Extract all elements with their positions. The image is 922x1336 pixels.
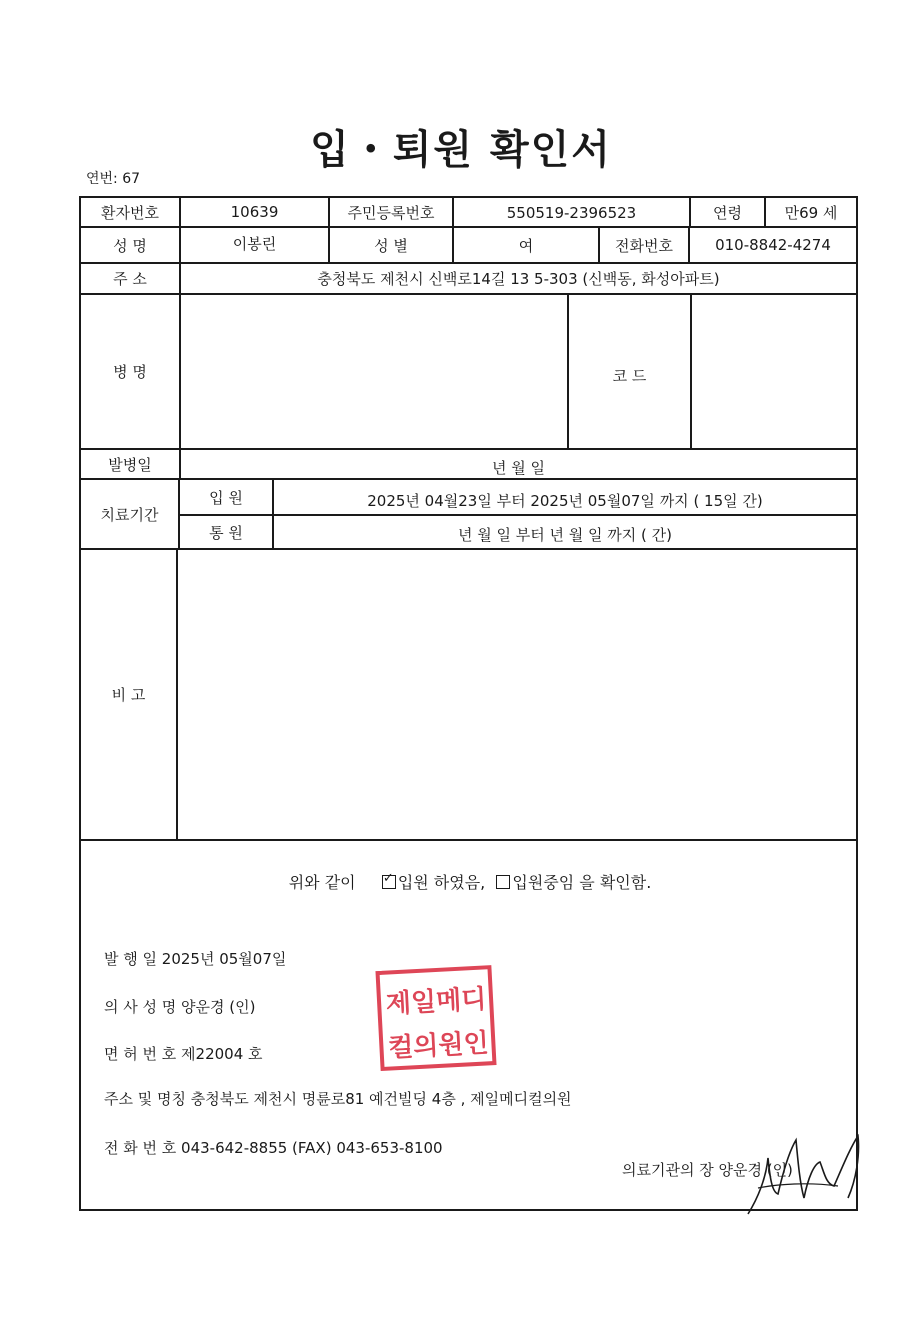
- remarks-label: 비 고: [111, 686, 146, 704]
- doctor-name: 의 사 성 명 양운경 (인): [104, 998, 256, 1016]
- remarks-value: [178, 550, 856, 839]
- outpatient-label: 통 원: [209, 523, 243, 542]
- age-label: 연령: [713, 203, 742, 222]
- age-value: 만69 세: [784, 203, 838, 222]
- name-label: 성 명: [113, 236, 147, 255]
- address-value: 충청북도 제천시 신백로14길 13 5-303 (신백동, 화성아파트): [317, 270, 720, 288]
- checkbox-admitted[interactable]: [382, 875, 396, 889]
- gender-value: 여: [518, 236, 534, 255]
- seal-line-1: 제일메디: [385, 984, 488, 1020]
- outpatient-period: 년 월 일 부터 년 월 일 까지 ( 간): [457, 525, 672, 544]
- option-hospitalized: 입원중임: [512, 873, 575, 892]
- address-label: 주 소: [113, 270, 147, 288]
- rrn-label: 주민등록번호: [347, 203, 435, 222]
- disease-label: 병 명: [113, 363, 147, 381]
- clinic-seal-stamp: [374, 962, 500, 1078]
- gender-label: 성 별: [374, 236, 408, 255]
- phone-value: 010-8842-4274: [715, 236, 831, 254]
- inpatient-label: 입 원: [209, 488, 243, 507]
- issue-date: 발 행 일 2025년 05월07일: [104, 950, 287, 968]
- rrn-value: 550519-2396523: [506, 204, 637, 222]
- onset-value: 년 월 일: [491, 458, 545, 477]
- disease-value: [181, 295, 567, 448]
- confirm-prefix: 위와 같이: [288, 873, 356, 892]
- phone-label: 전화번호: [615, 236, 673, 255]
- confirm-suffix: 을 확인함.: [579, 873, 652, 892]
- clinic-head: 의료기관의 장 양운경 (인): [622, 1161, 793, 1179]
- seal-line-2: 컬의원인: [387, 1028, 490, 1064]
- code-label: 코 드: [612, 366, 647, 385]
- code-value: [692, 295, 856, 448]
- patient-no-label: 환자번호: [101, 203, 159, 222]
- patient-no-value: 10639: [230, 203, 279, 221]
- signature: [738, 1128, 878, 1224]
- inpatient-period: 2025년 04월23일 부터 2025년 05월07일 까지 ( 15일 간): [367, 491, 763, 510]
- treatment-label: 치료기간: [100, 505, 159, 524]
- name-value: 이봉린: [232, 234, 277, 253]
- confirmation-text: [180, 870, 760, 893]
- clinic-address: 주소 및 명칭 충청북도 제천시 명륜로81 예건빌딩 4층 , 제일메디컬의원: [104, 1090, 572, 1108]
- clinic-phone: 전 화 번 호 043-642-8855 (FAX) 043-653-8100: [104, 1139, 443, 1157]
- option-admitted: 입원 하였음,: [397, 873, 486, 892]
- onset-label: 발병일: [108, 455, 152, 474]
- page-title: 입・퇴원 확인서: [310, 127, 612, 173]
- checkbox-hospitalized[interactable]: [496, 875, 510, 889]
- serial-number: 연번: 67: [86, 171, 141, 187]
- license-number: 면 허 번 호 제22004 호: [104, 1045, 263, 1063]
